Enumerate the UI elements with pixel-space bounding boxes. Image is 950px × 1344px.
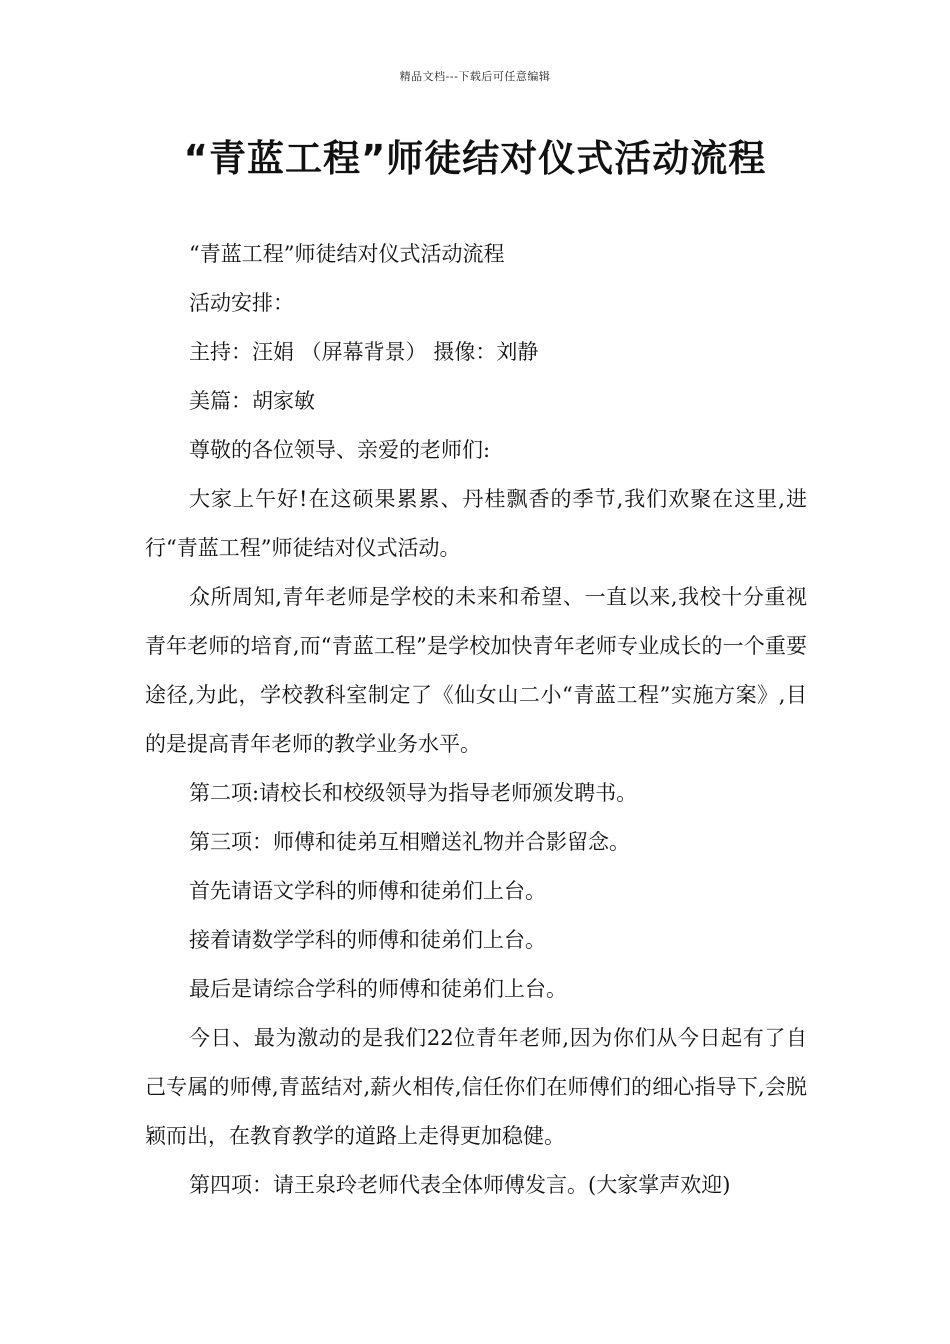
paragraph: 第四项：请王泉玲老师代表全体师傅发言。(大家掌声欢迎)	[189, 1173, 731, 1197]
paragraph: 第三项：师傅和徒弟互相赠送礼物并合影留念。	[189, 830, 630, 854]
paragraph: 众所周知,青年老师是学校的未来和希望、一直以来,我校十分重视青年老师的培育,而“青蓝工程”是学校加快青年老师专业成长的一个重要途径,为此，学校教科室制定了《仙女山二小“青蓝工程”实施方案》,目的是提高青年老师的教学业务水平。	[145, 585, 807, 756]
paragraph: 第二项:请校长和校级领导为指导老师颁发聘书。	[189, 781, 638, 805]
paragraph: 尊敬的各位领导、亲爱的老师们:	[189, 438, 491, 462]
paragraph: 首先请语文学科的师傅和徒弟们上台。	[189, 879, 546, 903]
paragraph: “青蓝工程”师徒结对仪式活动流程	[189, 242, 505, 266]
document-title: “青蓝工程”师徒结对仪式活动流程	[183, 137, 767, 180]
paragraph: 大家上午好!在这硕果累累、丹桂飘香的季节,我们欢聚在这里,进行“青蓝工程”师徒结对仪式活动。	[145, 487, 807, 560]
paragraph: 美篇：胡家敏	[189, 389, 315, 413]
header-note: 精品文档---下载后可任意编辑	[399, 70, 551, 83]
paragraph: 主持：汪娟 （屏幕背景） 摄像：刘静	[189, 340, 539, 364]
document-body	[145, 230, 807, 1210]
paragraph: 今日、最为激动的是我们22位青年老师,因为你们从今日起有了自己专属的师傅,青蓝结对,薪火相传,信任你们在师傅们的细心指导下,会脱颖而出，在教育教学的道路上走得更加稳健。	[145, 1026, 807, 1148]
paragraph: 活动安排：	[189, 291, 294, 315]
paragraph: 接着请数学学科的师傅和徒弟们上台。	[189, 928, 546, 952]
paragraph: 最后是请综合学科的师傅和徒弟们上台。	[189, 977, 567, 1001]
